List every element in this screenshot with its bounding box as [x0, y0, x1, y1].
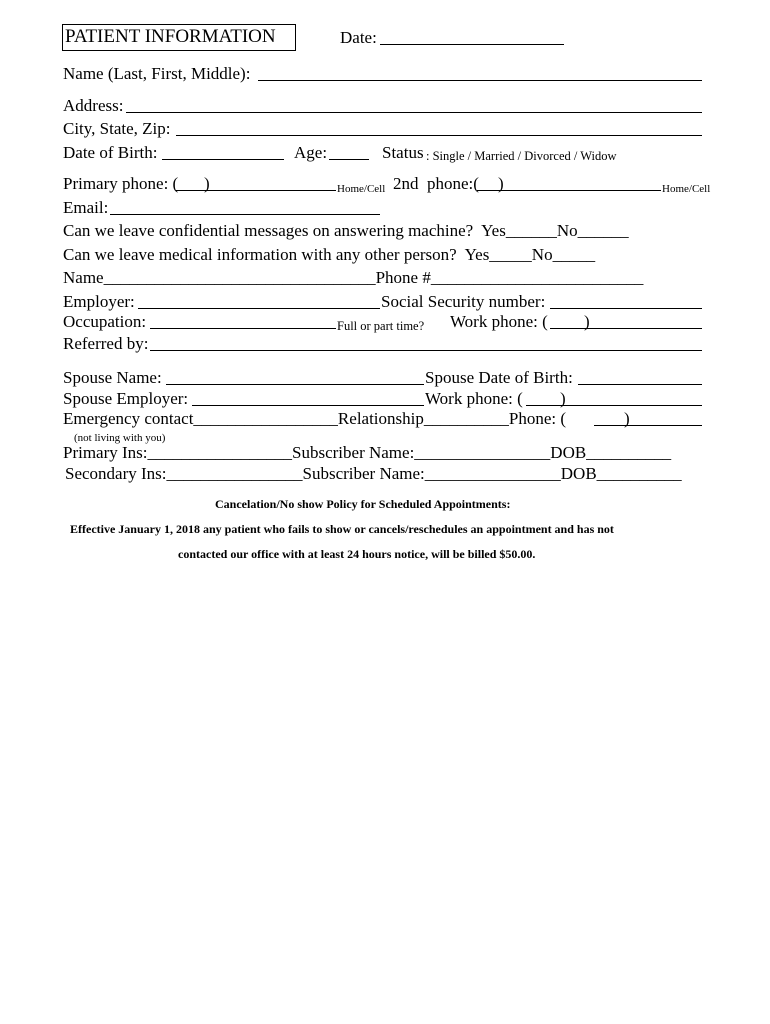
occupation-field[interactable]: [150, 328, 336, 329]
spouse-name-label: Spouse Name:: [63, 368, 162, 387]
primary-insurance-line: Primary Ins:_________________Subscriber Name:________________DOB__________: [63, 443, 672, 462]
work-phone-field[interactable]: [550, 328, 702, 329]
emergency-line: Emergency contact_________________Relationship__________Phone: (: [63, 409, 567, 428]
spouse-dob-label: Spouse Date of Birth:: [425, 368, 573, 387]
dob-field[interactable]: [162, 159, 284, 160]
policy-line-2: contacted our office with at least 24 hours notice, will be billed $50.00.: [178, 547, 536, 561]
referred-field[interactable]: [150, 350, 702, 351]
age-field[interactable]: [329, 159, 369, 160]
work-phone-paren: ): [584, 312, 590, 331]
date-label: Date:: [340, 28, 377, 47]
secondary-insurance-line: Secondary Ins:________________Subscriber Name:________________DOB__________: [65, 464, 682, 483]
status-options: : Single / Married / Divorced / Widow: [426, 149, 617, 163]
primary-phone-label: Primary phone: (: [63, 174, 179, 193]
address-field[interactable]: [126, 112, 702, 113]
referred-label: Referred by:: [63, 334, 149, 353]
emergency-note: (not living with you): [74, 432, 166, 444]
spouse-work-phone-paren: ): [560, 389, 566, 408]
name-field[interactable]: [258, 80, 702, 81]
work-phone-label: Work phone: (: [450, 312, 548, 331]
employer-field[interactable]: [138, 308, 380, 309]
ssn-label: Social Security number:: [381, 292, 546, 311]
page-title: PATIENT INFORMATION: [65, 26, 276, 47]
address-label: Address:: [63, 96, 124, 115]
employer-label: Employer:: [63, 292, 135, 311]
policy-line-1: Effective January 1, 2018 any patient who fails to show or cancels/reschedules an appointment and has not: [70, 522, 614, 536]
primary-phone-field[interactable]: [176, 190, 336, 191]
name-label: Name (Last, First, Middle):: [63, 64, 251, 83]
emergency-phone-field[interactable]: [594, 425, 702, 426]
email-label: Email:: [63, 198, 109, 217]
age-label: Age:: [294, 143, 328, 162]
spouse-work-phone-label: Work phone: (: [425, 389, 523, 408]
full-part-time: Full or part time?: [337, 319, 425, 333]
city-field[interactable]: [176, 135, 702, 136]
date-field[interactable]: [380, 44, 564, 45]
question-medical: Can we leave medical information with any other person? Yes_____No_____: [63, 245, 596, 264]
second-phone-label: 2nd phone:(: [393, 174, 479, 193]
second-phone-paren: ): [498, 174, 504, 193]
emergency-paren: ): [624, 409, 630, 428]
primary-home-cell: Home/Cell: [337, 183, 386, 195]
second-home-cell: Home/Cell: [662, 183, 711, 195]
spouse-name-field[interactable]: [166, 384, 424, 385]
status-label: Status: [382, 143, 424, 162]
spouse-dob-field[interactable]: [578, 384, 702, 385]
spouse-work-phone-field[interactable]: [526, 405, 702, 406]
primary-phone-paren: ): [204, 174, 210, 193]
ssn-field[interactable]: [550, 308, 702, 309]
other-person-line: Name________________________________Phone #_________________________: [63, 268, 644, 287]
second-phone-field[interactable]: [477, 190, 661, 191]
spouse-employer-label: Spouse Employer:: [63, 389, 189, 408]
policy-title: Cancelation/No show Policy for Scheduled Appointments:: [215, 497, 511, 511]
dob-label: Date of Birth:: [63, 143, 158, 162]
question-messages: Can we leave confidential messages on answering machine? Yes______No______: [63, 221, 629, 240]
email-field[interactable]: [110, 214, 380, 215]
occupation-label: Occupation:: [63, 312, 147, 331]
city-label: City, State, Zip:: [63, 119, 171, 138]
spouse-employer-field[interactable]: [192, 405, 424, 406]
